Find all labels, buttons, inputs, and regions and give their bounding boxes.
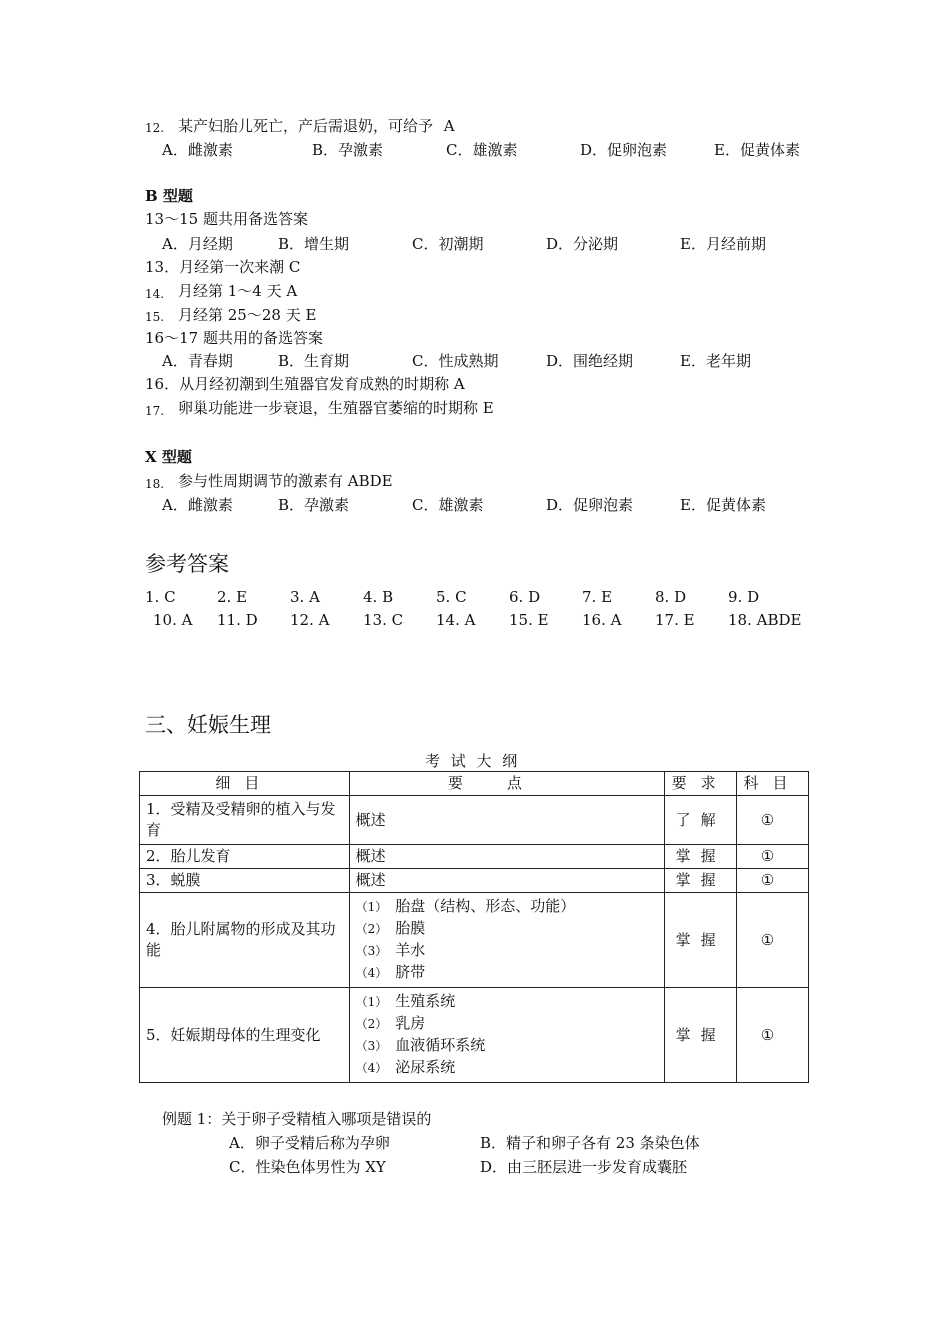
q14-number: 14. <box>145 287 165 301</box>
table-row <box>140 869 809 893</box>
point-item: （2） 胎膜 <box>355 919 426 937</box>
answer-17: 17. E <box>655 611 695 629</box>
table-row <box>140 845 809 869</box>
group1-option-a: A．月经期 <box>162 235 233 253</box>
group1-option-c: C．初潮期 <box>412 235 484 253</box>
answer-3: 3. A <box>290 588 320 606</box>
answer-10: 10. A <box>153 611 193 629</box>
row-4-subject: ① <box>737 893 809 988</box>
point-item: （4） 脐带 <box>355 963 426 981</box>
row-2-item: 2．胎儿发育 <box>140 845 350 869</box>
group1-option-d: D．分泌期 <box>546 235 619 253</box>
chapter-heading: 三、妊娠生理 <box>145 713 271 737</box>
q15: 月经第 25～28 天 E <box>178 306 317 324</box>
point-item: （1） 生殖系统 <box>355 992 456 1010</box>
group2-intro: 16～17 题共用的备选答案 <box>145 329 323 347</box>
group1-intro: 13～15 题共用备选答案 <box>145 210 308 228</box>
q12-option-e: E．促黄体素 <box>714 141 800 159</box>
example1-option-d: D．由三胚层进一步发育成囊胚 <box>480 1158 688 1176</box>
group1-option-b: B．增生期 <box>278 235 350 253</box>
answer-15: 15. E <box>509 611 549 629</box>
q18-option-b: B．孕激素 <box>278 496 350 514</box>
q16: 16．从月经初潮到生殖器官发育成熟的时期称 A <box>145 375 465 393</box>
group2-option-c: C．性成熟期 <box>412 352 499 370</box>
answer-14: 14. A <box>436 611 476 629</box>
row-3-requirement: 掌握 <box>665 869 737 893</box>
row-4-points <box>349 893 664 988</box>
row-1-requirement: 了解 <box>665 796 737 845</box>
col-header-points: 要点 <box>349 772 664 796</box>
q18-option-a: A．雌激素 <box>162 496 233 514</box>
point-item: （1） 胎盘（结构、形态、功能） <box>355 897 576 915</box>
group2-option-e: E．老年期 <box>680 352 751 370</box>
q12-text <box>178 116 455 136</box>
example1-stem: 例题 1：关于卵子受精植入哪项是错误的 <box>162 1110 432 1128</box>
q18-option-c: C．雄激素 <box>412 496 484 514</box>
answer-2: 2. E <box>217 588 248 606</box>
row-1-subject: ① <box>737 796 809 845</box>
answer-8: 8. D <box>655 588 687 606</box>
x-section-heading: X 型题 <box>145 448 192 466</box>
col-header-requirement: 要求 <box>665 772 737 796</box>
q17-number: 17. <box>145 404 165 418</box>
row-4-item: 4．胎儿附属物的形成及其功能 <box>140 893 350 988</box>
q12-option-b: B．孕激素 <box>312 141 384 159</box>
answer-18: 18. ABDE <box>728 611 802 629</box>
group2-option-d: D．围绝经期 <box>546 352 634 370</box>
row-2-subject: ① <box>737 845 809 869</box>
q12-stem: 某产妇胎儿死亡，产后需退奶，可给予 <box>178 117 434 135</box>
q18-option-e: E．促黄体素 <box>680 496 766 514</box>
table-row <box>140 893 809 988</box>
answer-11: 11. D <box>217 611 258 629</box>
answer-4: 4. B <box>363 588 394 606</box>
col-header-subject: 科目 <box>737 772 809 796</box>
example1-option-c: C．性染色体男性为 XY <box>229 1158 386 1176</box>
answer-7: 7. E <box>582 588 613 606</box>
answer-5: 5. C <box>436 588 467 606</box>
row-5-item: 5．妊娠期母体的生理变化 <box>140 988 350 1083</box>
q12-option-c: C．雄激素 <box>446 141 518 159</box>
point-item: （3） 血液循环系统 <box>355 1036 486 1054</box>
col-header-item: 细目 <box>140 772 350 796</box>
answer-12: 12. A <box>290 611 330 629</box>
row-3-points: 概述 <box>349 869 664 893</box>
point-item: （2） 乳房 <box>355 1014 426 1032</box>
row-1-points: 概述 <box>349 796 664 845</box>
outline-table <box>139 771 809 1083</box>
row-2-requirement: 掌握 <box>665 845 737 869</box>
example1-option-a: A．卵子受精后称为孕卵 <box>229 1134 390 1152</box>
row-5-requirement: 掌握 <box>665 988 737 1083</box>
answers-heading: 参考答案 <box>145 552 229 576</box>
row-3-subject: ① <box>737 869 809 893</box>
table-row <box>140 796 809 845</box>
group2-option-a: A．青春期 <box>162 352 233 370</box>
row-5-points <box>349 988 664 1083</box>
row-4-requirement: 掌握 <box>665 893 737 988</box>
table-header-row <box>140 772 809 796</box>
row-1-item: 1．受精及受精卵的植入与发育 <box>140 796 350 845</box>
point-item: （4） 泌尿系统 <box>355 1058 456 1076</box>
answer-16: 16. A <box>582 611 622 629</box>
q12-option-d: D．促卵泡素 <box>580 141 668 159</box>
q17: 卵巢功能进一步衰退，生殖器官萎缩的时期称 E <box>178 399 494 417</box>
row-2-points: 概述 <box>349 845 664 869</box>
group2-option-b: B．生育期 <box>278 352 350 370</box>
answer-6: 6. D <box>509 588 541 606</box>
q18-option-d: D．促卵泡素 <box>546 496 634 514</box>
answer-9: 9. D <box>728 588 760 606</box>
q12-number: 12. <box>145 121 165 135</box>
answer-13: 13. C <box>363 611 404 629</box>
q13: 13．月经第一次来潮 C <box>145 258 301 276</box>
row-5-subject: ① <box>737 988 809 1083</box>
answer-1: 1. C <box>145 588 176 606</box>
row-3-item: 3．蜕膜 <box>140 869 350 893</box>
q12-option-a: A．雌激素 <box>162 141 233 159</box>
outline-title: 考 试 大 纲 <box>425 752 521 770</box>
q14: 月经第 1～4 天 A <box>178 282 298 300</box>
q18-number: 18. <box>145 477 165 491</box>
point-item: （3） 羊水 <box>355 941 426 959</box>
example1-option-b: B．精子和卵子各有 23 条染色体 <box>480 1134 700 1152</box>
table-row <box>140 988 809 1083</box>
q15-number: 15. <box>145 310 165 324</box>
group1-option-e: E．月经前期 <box>680 235 766 253</box>
b-section-heading: B 型题 <box>145 187 193 205</box>
q18: 参与性周期调节的激素有 ABDE <box>178 472 393 490</box>
q12-answer: A <box>443 117 455 135</box>
